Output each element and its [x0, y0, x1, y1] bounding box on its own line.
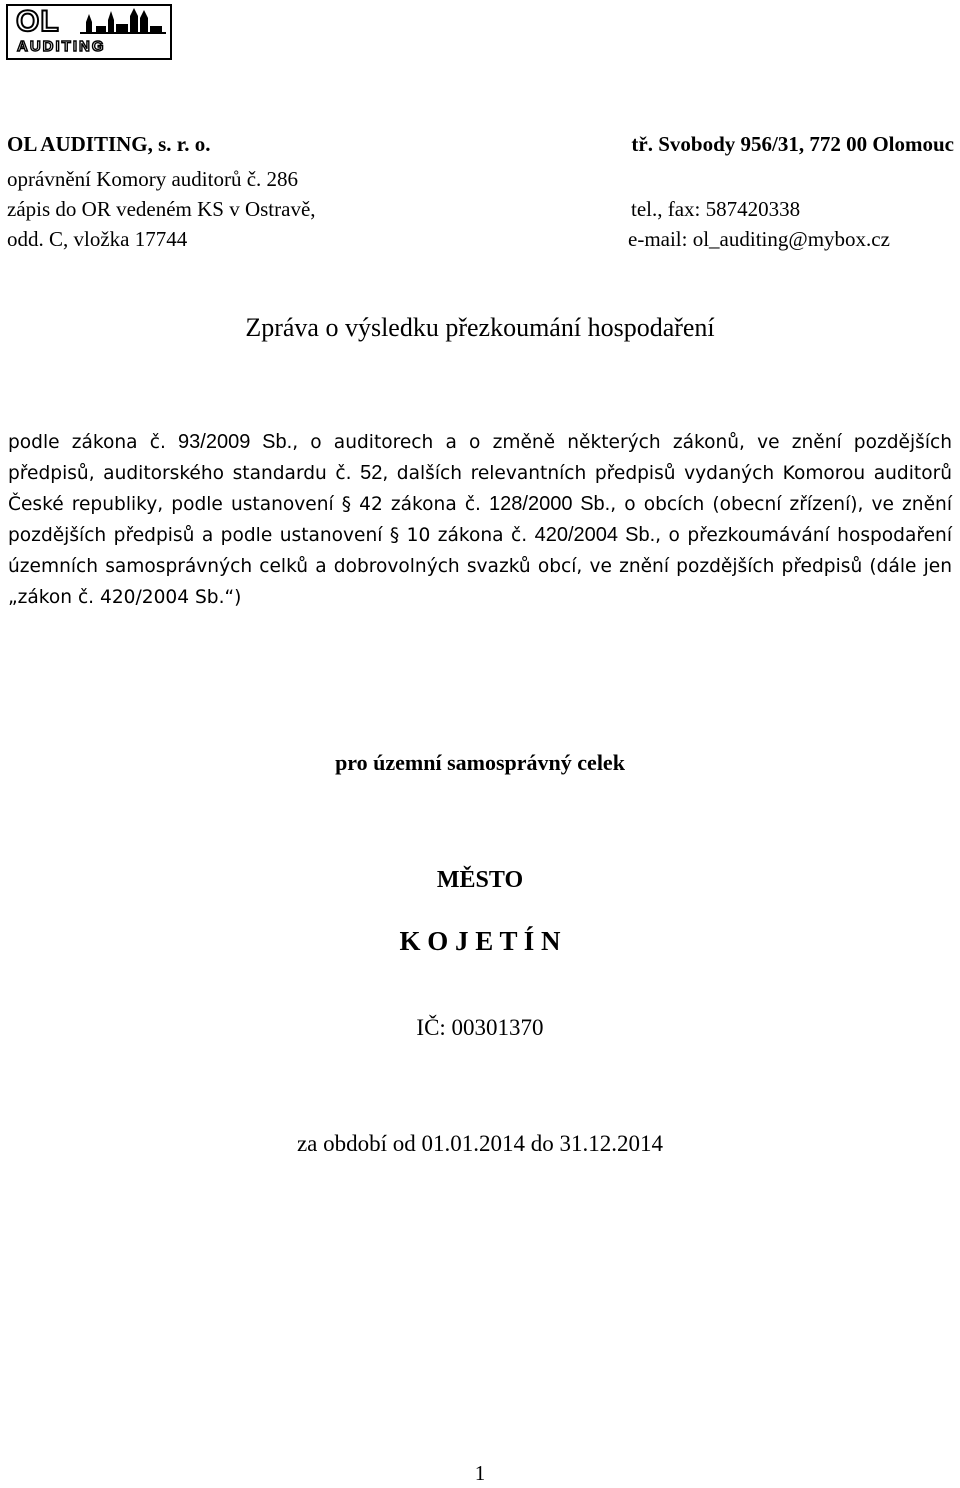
company-logo	[6, 4, 172, 60]
para-law-ref: 420/2004 Sb.	[534, 524, 656, 546]
company-name: OL AUDITING, s. r. o.	[7, 132, 211, 156]
audit-period: za období od 01.01.2014 do 31.12.2014	[296, 1131, 664, 1156]
registry-entry: zápis do OR vedeném KS v Ostravě,	[7, 197, 316, 221]
registry-section: odd. C, vložka 17744	[7, 227, 188, 251]
email-address: e-mail: ol_auditing@mybox.cz	[628, 227, 890, 251]
auditor-license: oprávnění Komory auditorů č. 286	[7, 167, 299, 191]
logo-text-auditing: AUDITING	[17, 38, 106, 55]
report-title: Zpráva o výsledku přezkoumání hospodaření	[245, 313, 715, 342]
entity-name: K O J E T Í N	[399, 926, 561, 956]
subject-label: pro územní samosprávný celek	[335, 750, 625, 775]
para-law-ref: 93/2009 Sb.	[178, 431, 293, 453]
phone-fax: tel., fax: 587420338	[631, 197, 801, 221]
para-standard-ref: 52	[360, 462, 383, 484]
para-text: , o obcích (obecní zřízení), ve znění pozdějších předpisů a podle ustanovení § 10 zákona č.	[8, 494, 952, 546]
company-address: tř. Svobody 956/31, 772 00 Olomouc	[631, 132, 954, 156]
para-text: , dalších relevantních předpisů vydaných Komorou auditorů České republiky, podle ustanovení § 42 zákona č.	[8, 463, 952, 515]
para-law-ref: 128/2000 Sb.	[489, 493, 611, 515]
legal-basis-paragraph	[8, 427, 952, 613]
cathedral-icon	[78, 8, 168, 38]
page-number: 1	[474, 1461, 486, 1485]
logo-text-ol: OL	[16, 5, 60, 38]
para-text: , o přezkoumávání hospodaření územních samosprávných celků a dobrovolných svazků obcí, ve znění pozdějších předpisů (dále jen „zákon č. 420/2004 Sb.“)	[8, 525, 953, 608]
para-text: , o auditorech a o změně některých zákonů, ve znění pozdějších předpisů, auditorského standardu č.	[8, 432, 953, 484]
company-id: IČ: 00301370	[416, 1015, 544, 1040]
para-text: podle zákona č.	[8, 432, 179, 453]
entity-type: MĚSTO	[436, 867, 524, 893]
